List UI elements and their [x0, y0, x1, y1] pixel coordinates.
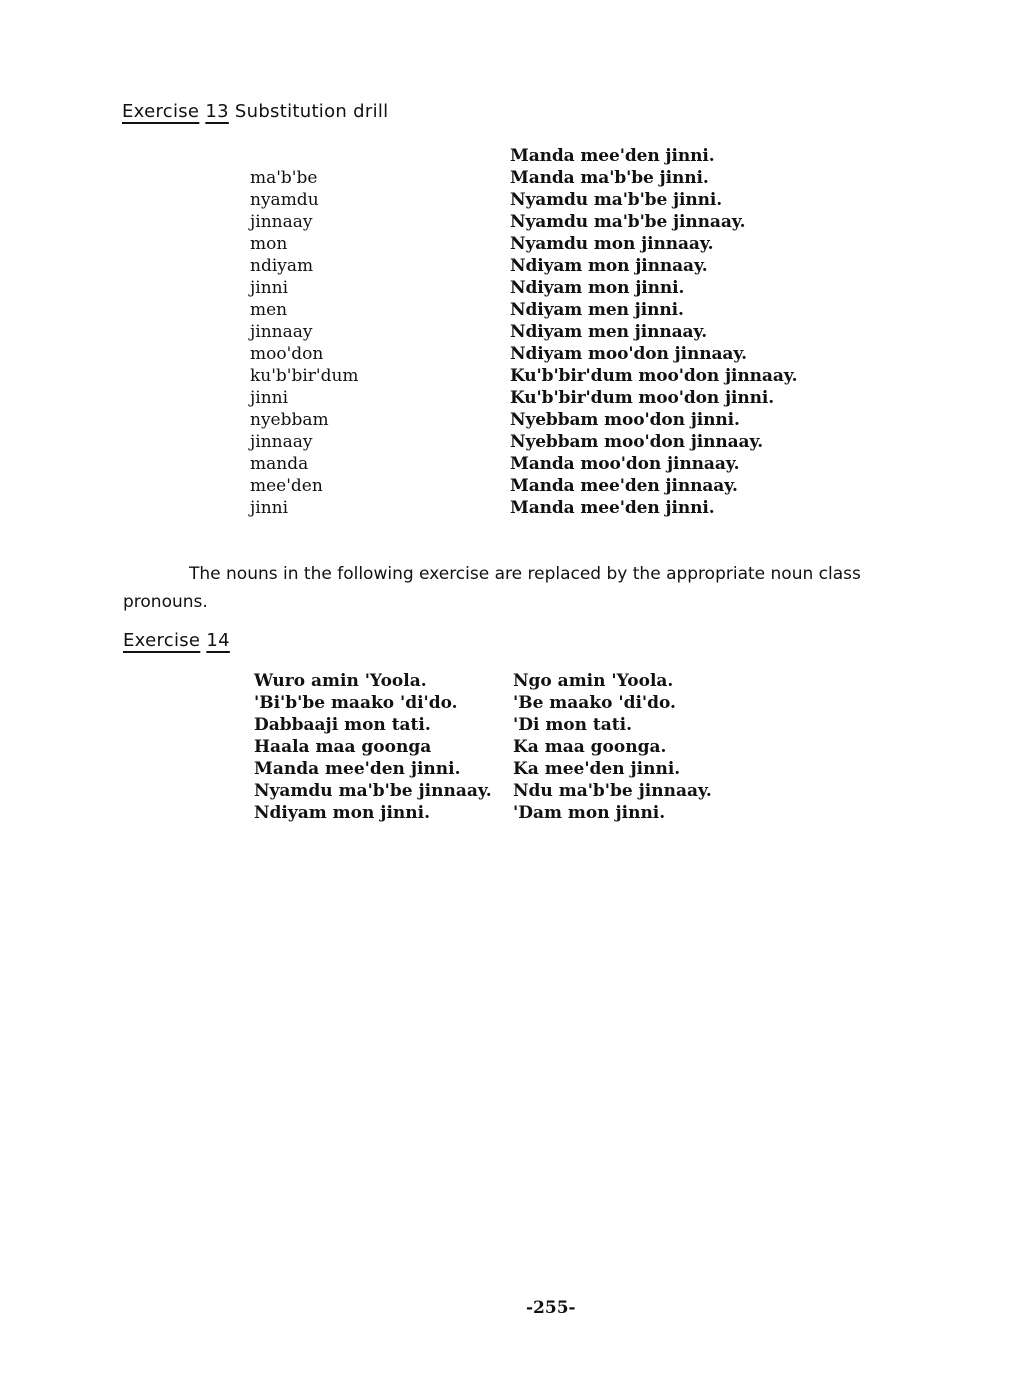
- page-number: -255-: [526, 1298, 576, 1318]
- response-item: Manda mee'den jinni.: [510, 146, 715, 166]
- sentence-item: Dabbaaji mon tati.: [254, 715, 431, 735]
- cue-item: manda: [250, 454, 309, 474]
- cue-item: men: [250, 300, 288, 320]
- exercise-14-heading: [123, 630, 230, 651]
- response-item: Nyamdu mon jinnaay.: [510, 234, 714, 254]
- cue-item: jinnaay: [250, 212, 313, 232]
- exercise-14-pronoun-list: [513, 670, 712, 824]
- sentence-item: Nyamdu ma'b'be jinnaay.: [254, 781, 492, 801]
- response-item: Manda mee'den jinni.: [510, 498, 715, 518]
- exercise-13-cue-list: [250, 167, 359, 519]
- pronoun-sentence-item: Ndu ma'b'be jinnaay.: [513, 781, 712, 801]
- pronoun-sentence-item: 'Be maako 'di'do.: [513, 693, 676, 713]
- cue-item: ndiyam: [250, 256, 314, 276]
- response-item: Ndiyam men jinni.: [510, 300, 684, 320]
- response-item: Nyebbam moo'don jinnaay.: [510, 432, 764, 452]
- cue-item: jinni: [250, 388, 289, 408]
- response-item: Manda mee'den jinnaay.: [510, 476, 738, 496]
- response-item: Ku'b'bir'dum moo'don jinni.: [510, 388, 775, 408]
- sentence-item: 'Bi'b'be maako 'di'do.: [254, 693, 458, 713]
- cue-item: ma'b'be: [250, 168, 318, 188]
- cue-item: mee'den: [250, 476, 323, 496]
- cue-item: mon: [250, 234, 288, 254]
- response-item: Nyebbam moo'don jinni.: [510, 410, 740, 430]
- sentence-item: Haala maa goonga: [254, 737, 432, 757]
- cue-item: moo'don: [250, 344, 324, 364]
- exercise-14-number: 14: [206, 630, 230, 651]
- exercise-13-number: 13: [205, 101, 229, 122]
- cue-item: jinnaay: [250, 322, 313, 342]
- response-item: Ku'b'bir'dum moo'don jinnaay.: [510, 366, 798, 386]
- exercise-13-heading: [122, 101, 388, 122]
- response-item: Ndiyam mon jinnaay.: [510, 256, 708, 276]
- response-item: Ndiyam men jinnaay.: [510, 322, 708, 342]
- response-item: Ndiyam mon jinni.: [510, 278, 685, 298]
- response-item: Manda moo'don jinnaay.: [510, 454, 740, 474]
- response-item: Nyamdu ma'b'be jinnaay.: [510, 212, 746, 232]
- cue-item: jinni: [250, 498, 289, 518]
- sentence-item: Ndiyam mon jinni.: [254, 803, 430, 823]
- exercise-13-response-list: [510, 145, 797, 519]
- pronoun-sentence-item: 'Dam mon jinni.: [513, 803, 666, 823]
- pronoun-sentence-item: Ka maa goonga.: [513, 737, 667, 757]
- cue-item: jinni: [250, 278, 289, 298]
- response-item: Ndiyam moo'don jinnaay.: [510, 344, 747, 364]
- pronoun-sentence-item: 'Di mon tati.: [513, 715, 633, 735]
- response-item: Manda ma'b'be jinni.: [510, 168, 709, 188]
- exercise-13-label: Exercise: [122, 101, 200, 122]
- exercise-14-label: Exercise: [123, 630, 201, 651]
- response-item: Nyamdu ma'b'be jinni.: [510, 190, 723, 210]
- sentence-item: Manda mee'den jinni.: [254, 759, 461, 779]
- cue-item: ku'b'bir'dum: [250, 366, 359, 386]
- instruction-paragraph: The nouns in the following exercise are replaced by the appropriate noun class pronouns.: [123, 564, 861, 612]
- sentence-item: Wuro amin 'Yoola.: [254, 671, 427, 691]
- pronoun-sentence-item: Ka mee'den jinni.: [513, 759, 681, 779]
- cue-item: nyebbam: [250, 410, 329, 430]
- exercise-13-title: Substitution drill: [234, 101, 389, 122]
- exercise-14-sentence-list: [254, 670, 492, 824]
- cue-item: jinnaay: [250, 432, 313, 452]
- cue-item: nyamdu: [250, 190, 319, 210]
- pronoun-sentence-item: Ngo amin 'Yoola.: [513, 671, 674, 691]
